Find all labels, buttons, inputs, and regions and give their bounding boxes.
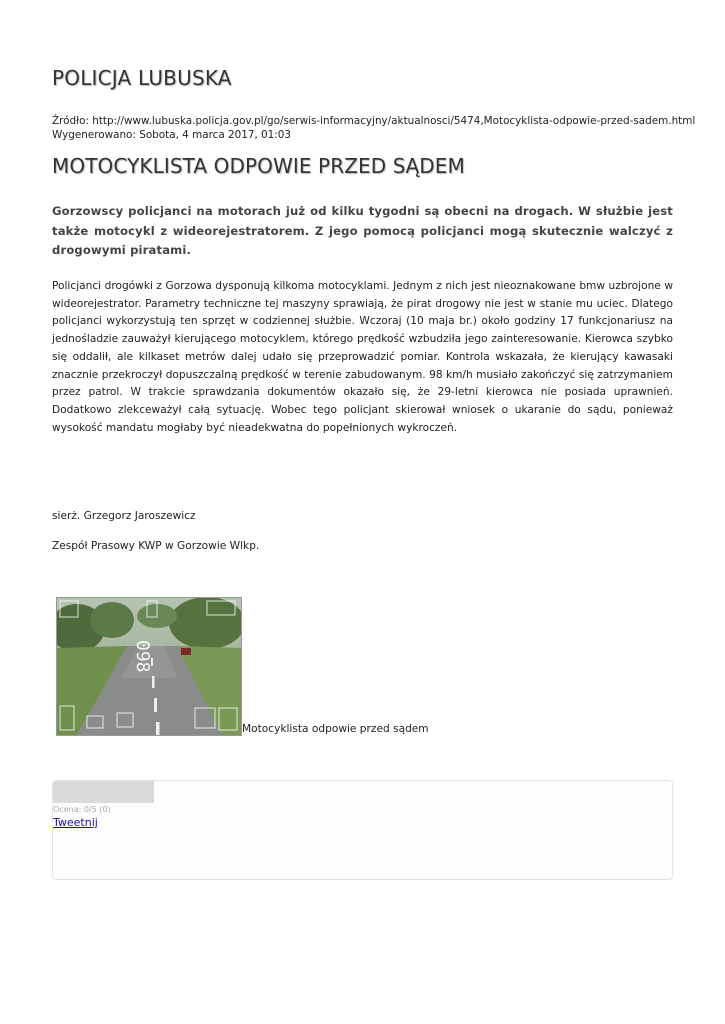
site-title: POLICJA LUBUSKA <box>52 66 232 90</box>
rating-text: Ocena: 0/5 (0) <box>53 805 111 814</box>
article-photo[interactable] <box>56 597 242 736</box>
article-author: sierż. Grzegorz Jaroszewicz <box>52 510 196 522</box>
article-body: Policjanci drogówki z Gorzowa dysponują kilkoma motocyklami. Jednym z nich jest nieoznakowane bmw uzbrojone w wideorejestrator. Parametry techniczne tej maszyny sprawiają, że pirat drogowy nie jest w stanie mu uciec. Dlatego policjanci wykorzystują ten sprzęt w codziennej służbie. Wczoraj (10 maja br.) około godziny 17 funkcjonariusz na jednośladzie zauważył kierującego motocyklem, którego prędkość wzbudziła jego zainteresowanie. Kierowca szybko się oddalił, ale kilkaset metrów dalej udało się przeprowadzić pomiar. Kontrola wskazała, że kierujący kawasaki znacznie przekroczył dopuszczalną prędkość w terenie zabudowanym. 98 km/h musiało zakończyć się zatrzymaniem przez patrol. W trakcie sprawdzania dokumentów okazało się, że 29-letni kierowca nie posiada uprawnień. Dodatkowo zlekceważył całą sytuację. Wobec tego policjant skierował wniosek o ukaranie do sądu, ponieważ wysokość mandatu mogłaby być nieadekwatna do popełnionych wykroczeń. <box>52 280 673 434</box>
photo-overlay-speed: 098 <box>132 640 153 673</box>
road-photo-image <box>57 598 241 735</box>
generated-line: Wygenerowano: Sobota, 4 marca 2017, 01:03 <box>52 129 291 141</box>
tweet-link[interactable]: Tweetnij <box>53 816 98 829</box>
document-meta <box>52 114 696 142</box>
article-title: MOTOCYKLISTA ODPOWIE PRZED SĄDEM <box>52 154 465 178</box>
article-lead: Gorzowscy policjanci na motorach już od kilku tygodni są obecni na drogach. W służbie jest także motocykl z wideorejestratorem. Z jego pomocą policjanci mogą skutecznie walczyć z drogowymi piratami. <box>52 204 673 257</box>
rating-panel <box>52 780 673 880</box>
press-team: Zespół Prasowy KWP w Gorzowie Wlkp. <box>52 540 260 552</box>
source-line: Źródło: http://www.lubuska.policja.gov.pl/go/serwis-informacyjny/aktualnosci/5474,Motocyklista-odpowie-przed-sadem.html <box>52 115 696 127</box>
photo-caption: Motocyklista odpowie przed sądem <box>242 723 429 735</box>
rating-stars-bar[interactable] <box>53 781 154 803</box>
